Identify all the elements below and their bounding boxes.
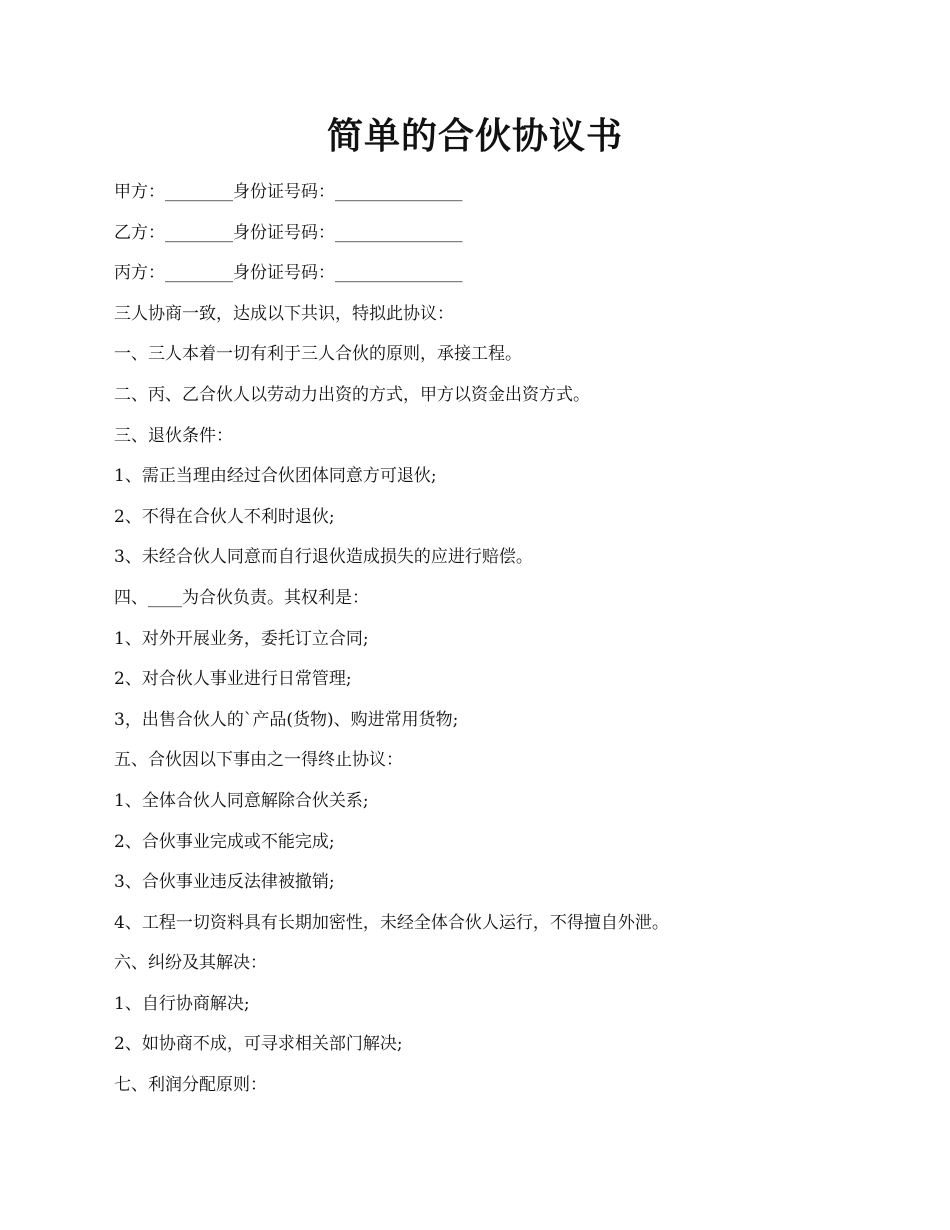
clause-3-item-1: 1、需正当理由经过合伙团体同意方可退伙; <box>114 466 437 487</box>
clause-5-item-1: 1、全体合伙人同意解除合伙关系; <box>114 790 369 811</box>
party-a-line: 甲方：________身份证号码：_______________ <box>114 182 463 202</box>
clause-3-heading: 三、退伙条件： <box>114 425 233 446</box>
clause-7-heading: 七、利润分配原则： <box>114 1075 267 1096</box>
clause-3-item-3: 3、未经合伙人同意而自行退伙造成损失的应进行赔偿。 <box>114 547 533 568</box>
clause-3-item-2: 2、不得在合伙人不利时退伙; <box>114 506 335 527</box>
clause-5-heading: 五、合伙因以下事由之一得终止协议： <box>114 750 403 771</box>
clause-4-heading: 四、____为合伙负责。其权利是： <box>114 587 369 608</box>
clause-4-item-2: 2、对合伙人事业进行日常管理; <box>114 669 352 690</box>
clause-1: 一、三人本着一切有利于三人合伙的原则，承接工程。 <box>114 344 522 365</box>
document-body <box>114 178 854 1112</box>
clause-6-item-2: 2、如协商不成，可寻求相关部门解决; <box>114 1034 403 1055</box>
party-c-line: 丙方：________身份证号码：_______________ <box>114 263 463 284</box>
agreement-intro: 三人协商一致，达成以下共识，特拟此协议： <box>114 303 454 324</box>
clause-5-item-2: 2、合伙事业完成或不能完成; <box>114 831 335 852</box>
clause-2: 二、丙、乙合伙人以劳动力出资的方式，甲方以资金出资方式。 <box>114 384 590 405</box>
clause-4-item-1: 1、对外开展业务，委托订立合同; <box>114 628 369 649</box>
party-b-line: 乙方：________身份证号码：_______________ <box>114 222 463 243</box>
clause-4-item-3: 3，出售合伙人的`产品(货物)、购进常用货物; <box>114 709 459 730</box>
document-title: 简单的合伙协议书 <box>326 115 623 157</box>
clause-6-heading: 六、纠纷及其解决： <box>114 953 267 974</box>
clause-6-item-1: 1、自行协商解决; <box>114 993 250 1014</box>
clause-5-item-3: 3、合伙事业违反法律被撤销; <box>114 872 335 893</box>
clause-5-item-4: 4、工程一切资料具有长期加密性，未经全体合伙人运行，不得擅自外泄。 <box>114 912 669 933</box>
